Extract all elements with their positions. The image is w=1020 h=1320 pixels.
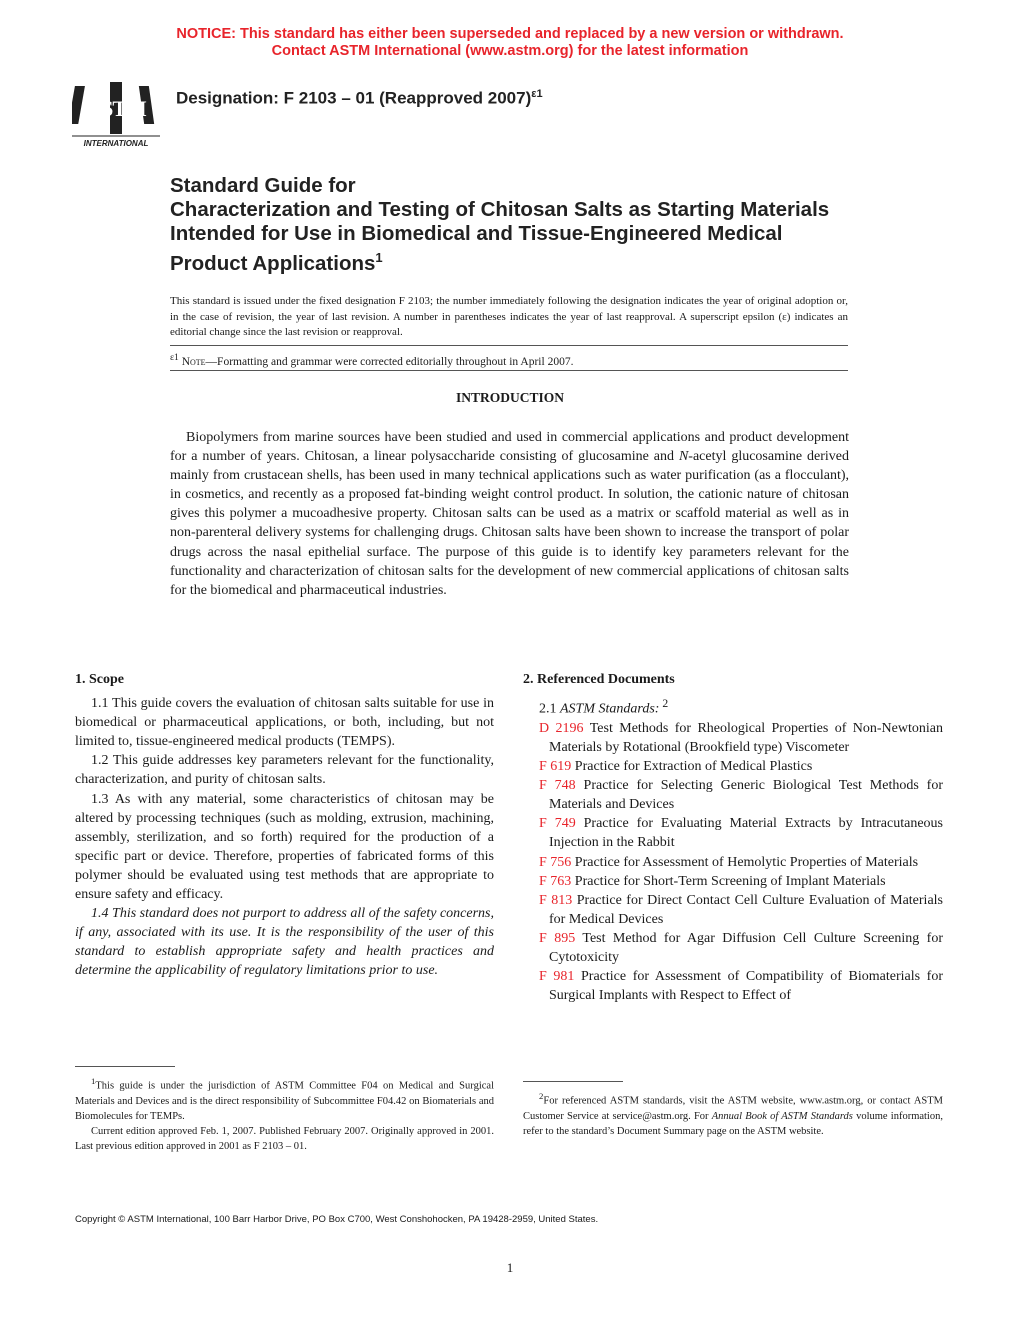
ref-item — [523, 872, 943, 891]
logo-letters: ASTM — [86, 96, 146, 121]
note-label: Note — [181, 355, 206, 368]
notice-line-1: NOTICE: This standard has either been superseded and replaced by a new version or withdrawn. — [176, 26, 844, 42]
astm-logo-mark — [72, 80, 160, 152]
issue-statement: This standard is issued under the fixed designation F 2103; the number immediately following the designation indicates the year of original adoption or, in the case of revision, the year of last revision. A number in parentheses indicates the year of last reapproval. A superscript epsilon (ε) indicates an editorial change since the last revision or reapproval. — [170, 295, 848, 338]
ref-link-f756[interactable]: F 756 — [539, 854, 572, 870]
sub-num: 2.1 — [539, 701, 560, 717]
ref-title: Test Methods for Rheological Properties of Non-Newtonian Materials by Rotational (Brookfield type) Viscometer — [549, 720, 943, 755]
ref-title: Practice for Short-Term Screening of Implant Materials — [571, 873, 886, 889]
footnote-2-text-b: volume information, refer to the standard’s Document Summary page on the ASTM website. — [523, 1110, 943, 1137]
footnote-1 — [75, 1074, 494, 1154]
title-main — [170, 198, 860, 276]
ref-item — [523, 853, 943, 872]
scope-section — [75, 670, 494, 981]
logo-caption: INTERNATIONAL — [83, 139, 149, 148]
ref-title: Practice for Extraction of Medical Plastics — [571, 759, 813, 775]
title-line-1: Standard Guide for — [170, 174, 356, 197]
footnote-2-mark: 2 — [539, 1091, 544, 1101]
page-number: 1 — [506, 1260, 514, 1275]
ref-item — [523, 776, 943, 814]
ref-item — [523, 719, 943, 757]
ref-item — [523, 891, 943, 929]
designation-text: Designation: F 2103 – 01 (Reapproved 2007) — [176, 88, 532, 108]
withdrawal-notice — [0, 26, 1020, 60]
ref-item — [523, 757, 943, 776]
footnote-rule-left — [75, 1066, 175, 1067]
copyright-line: Copyright © ASTM International, 100 Barr Harbor Drive, PO Box C700, West Conshohocken, PA 19428-2959, United States. — [75, 1214, 599, 1225]
ref-title: Practice for Assessment of Hemolytic Properties of Materials — [571, 854, 919, 870]
footnote-2 — [523, 1089, 943, 1139]
sub-label: ASTM Standards: — [560, 701, 660, 717]
intro-italic: N — [678, 449, 689, 465]
introduction-paragraph — [170, 428, 849, 600]
ref-item — [523, 967, 943, 1005]
astm-standards-subheading — [539, 694, 943, 719]
document-title — [170, 174, 860, 276]
ref-item — [523, 814, 943, 852]
note-text: —Formatting and grammar were corrected editorially throughout in April 2007. — [205, 355, 574, 368]
footnote-1-para-1 — [75, 1074, 494, 1124]
title-line-2: Characterization and Testing of Chitosan Salts as Starting Materials Intended for Use in Biomedical and Tissue-Engineered Medical Product Applications — [170, 198, 830, 275]
ref-title: Practice for Evaluating Material Extracts by Intracutaneous Injection in the Rabbit — [549, 816, 943, 851]
ref-link-f813[interactable]: F 813 — [539, 892, 573, 908]
scope-1-2: 1.2 This guide addresses key parameters relevant for the functionality, characterization, and purity of chitosan salts. — [75, 753, 494, 788]
ref-link-f895[interactable]: F 895 — [539, 930, 576, 946]
footnote-2-para — [523, 1089, 943, 1139]
note-mark: ε1 — [170, 352, 179, 363]
designation-epsilon: ε1 — [531, 88, 543, 100]
astm-logo — [72, 80, 160, 152]
scope-1-4: 1.4 This standard does not purport to address all of the safety concerns, if any, associated with its use. It is the responsibility of the user of this standard to establish appropriate safety and health practices and determine the applicability of regulatory limitations prior to use. — [75, 906, 494, 979]
ref-link-f748[interactable]: F 748 — [539, 778, 576, 794]
ref-title: Practice for Selecting Generic Biological Test Methods for Materials and Devices — [549, 778, 943, 813]
scope-1-1: 1.1 This guide covers the evaluation of chitosan salts suitable for use in biomedical or pharmaceutical applications, or both, including, but not limited to, tissue-engineered medical products (TEMPS). — [75, 696, 494, 750]
editorial-note — [170, 352, 573, 368]
footnote-1-text-2: Current edition approved Feb. 1, 2007. Published February 2007. Originally approved in 2001. Last previous edition approved in 2001 as F 2103 – 01. — [75, 1125, 494, 1152]
designation — [176, 88, 543, 109]
ref-link-f749[interactable]: F 749 — [539, 816, 576, 832]
sub-footnote-mark: 2 — [659, 697, 669, 711]
ref-title: Practice for Assessment of Compatibility of Biomaterials for Surgical Implants with Respect to Effect of — [549, 969, 943, 1004]
footnote-1-mark: 1 — [91, 1076, 96, 1086]
ref-link-f981[interactable]: F 981 — [539, 969, 575, 985]
ref-item — [523, 929, 943, 967]
footnote-1-text-1: This guide is under the jurisdiction of ASTM Committee F04 on Medical and Surgical Materials and Devices and is the direct responsibility of Subcommittee F04.42 on Biomaterials and Biomolecules for TEMPs. — [75, 1080, 494, 1122]
ref-link-d2196[interactable]: D 2196 — [539, 720, 584, 736]
intro-text-a: Biopolymers from marine sources have been studied and used in commercial applications and product development for a number of years. Chitosan, a linear polysaccharide consisting of glucosamine and — [170, 430, 849, 465]
intro-text-b: -acetyl glucosamine derived mainly from crustacean shells, has been used in many technical applications such as water purification (as a flocculant), in cosmetics, and recently as a proposed fat-binding weight control product. In solution, the cationic nature of chitosan gives this polymer a mucoadhesive property. Chitosan salts can be used as a matrix or scaffold material as well as in non-parenteral delivery systems for challenging drugs. Chitosan salts have been shown to increase the transport of polar drugs across the nasal epithelial surface. The purpose of this guide is to identify key parameters relevant for the functionality and characterization of chitosan salts for the development of new commercial applications of chitosan salts for the biomedical and pharmaceutical industries. — [170, 449, 849, 598]
footnote-2-italic: Annual Book of ASTM Standards — [711, 1110, 853, 1122]
scope-heading: 1. Scope — [75, 672, 124, 687]
divider-top — [170, 345, 848, 346]
title-footnote-mark: 1 — [375, 250, 383, 265]
introduction-heading: INTRODUCTION — [455, 390, 564, 405]
notice-line-2: Contact ASTM International (www.astm.org) for the latest information — [271, 43, 749, 59]
scope-1-3: 1.3 As with any material, some characteristics of chitosan may be altered by processing techniques (such as molding, extrusion, machining, assembly, sterilization, and so forth) required for the production of a specific part or device. Therefore, properties of fabricated forms of this polymer should be evaluated using test methods that are appropriate to ensure safety and efficacy. — [75, 791, 494, 903]
ref-link-f763[interactable]: F 763 — [539, 873, 572, 889]
footnote-rule-right — [523, 1081, 623, 1082]
footnote-2-text-a: For referenced ASTM standards, visit the ASTM website, www.astm.org, or contact ASTM Customer Service at service@astm.org. For — [523, 1095, 943, 1122]
referenced-documents-section — [523, 670, 943, 1005]
referenced-heading: 2. Referenced Documents — [523, 672, 675, 687]
ref-title: Practice for Direct Contact Cell Culture Evaluation of Materials for Medical Devices — [549, 892, 943, 927]
ref-title: Test Method for Agar Diffusion Cell Culture Screening for Cytotoxicity — [549, 930, 944, 965]
ref-link-f619[interactable]: F 619 — [539, 759, 572, 775]
divider-bottom — [170, 370, 848, 371]
